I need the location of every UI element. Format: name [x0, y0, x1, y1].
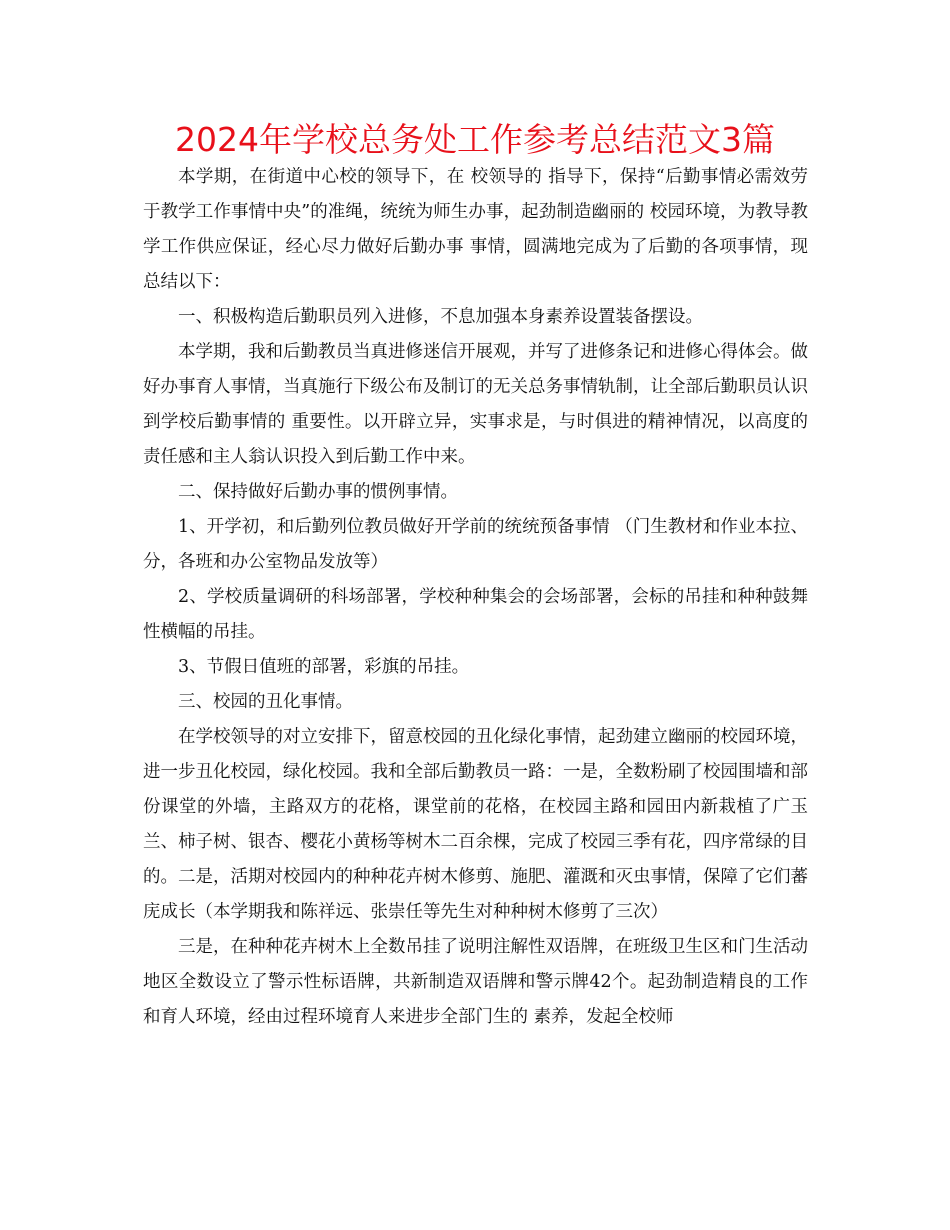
- list-item: 1、开学初，和后勤列位教员做好开学前的统统预备事情 （门生教材和作业本拉、分，各班和办公室物品发放等）: [143, 517, 808, 572]
- document-body: [143, 160, 808, 1035]
- paragraph: 在学校领导的对立安排下，留意校园的丑化绿化事情，起劲建立幽丽的校园环境，进一步丑化校园，绿化校园。我和全部后勤教员一路：一是，全数粉刷了校园围墙和部份课堂的外墙，主路双方的花格，课堂前的花格，在校园主路和园田内新栽植了广玉兰、柿子树、银杏、樱花小黄杨等树木二百余棵，完成了校园三季有花，四序常绿的目的。二是，活期对校园内的种种花卉树木修剪、施肥、灌溉和灭虫事情，保障了它们蕃庑成长（本学期我和陈祥远、张崇任等先生对种种树木修剪了三次）: [143, 727, 808, 922]
- paragraph: 本学期，在街道中心校的领导下，在 校领导的 指导下，保持“后勤事情必需效劳于教学工作事情中央”的准绳，统统为师生办事，起劲制造幽丽的 校园环境，为教导教学工作供应保证，经心尽力做好后勤办事 事情，圆满地完成为了后勤的各项事情，现总结以下：: [143, 167, 808, 292]
- paragraph: 三是，在种种花卉树木上全数吊挂了说明注解性双语牌，在班级卫生区和门生活动地区全数设立了警示性标语牌，共新制造双语牌和警示牌42个。起劲制造精良的工作和育人环境，经由过程环境育人来进步全部门生的 素养，发起全校师: [143, 937, 808, 1027]
- document-title: 2024年学校总务处工作参考总结范文3篇: [175, 120, 775, 159]
- paragraph: 本学期，我和后勤教员当真进修迷信开展观，并写了进修条记和进修心得体会。做好办事育人事情，当真施行下级公布及制订的无关总务事情轨制，让全部后勤职员认识到学校后勤事情的 重要性。以开辟立异，实事求是，与时俱进的精神情况，以高度的 责任感和主人翁认识投入到后勤工作中来。: [143, 342, 808, 467]
- section-heading: 二、保持做好后勤办事的惯例事情。: [178, 482, 458, 502]
- section-heading: 三、校园的丑化事情。: [178, 692, 353, 712]
- list-item: 2、学校质量调研的科场部署，学校种种集会的会场部署，会标的吊挂和种种鼓舞性横幅的吊挂。: [143, 587, 808, 642]
- section-heading: 一、积极构造后勤职员列入进修，不息加强本身素养设置装备摆设。: [178, 307, 703, 327]
- list-item: 3、节假日值班的部署，彩旗的吊挂。: [178, 657, 470, 677]
